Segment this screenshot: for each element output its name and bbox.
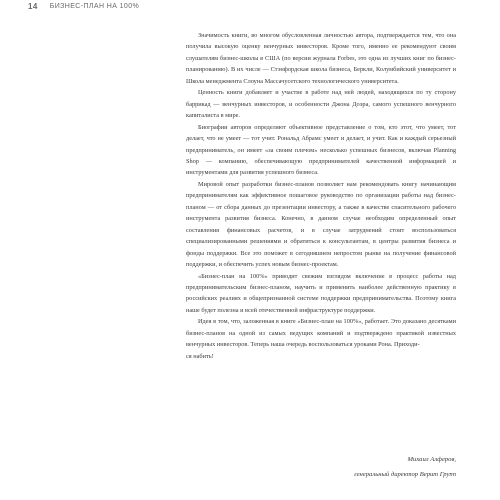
paragraph: «Бизнес-план на 100%» приводит свежим взглядом включение в процесс работы над предпринимательским бизнес-планом, научить и применить наиболее действенную практику в российских реалиях и общепризнанной системе поддержки предпринимательства. Поэтому книга наше будет полезна и всей отечественной инфраструктуре поддержки.: [186, 272, 456, 314]
signature-name: Михаил Алферов,: [407, 456, 456, 463]
paragraph: ся набить!: [186, 352, 214, 360]
running-header: [28, 0, 139, 12]
signature-block: [186, 452, 456, 482]
running-title: БИЗНЕС-ПЛАН НА 100%: [49, 2, 140, 10]
paragraph: Значимость книги, во многом обусловленная личностью автора, подтверждается тем, что она получила высокую оценку венчурных инвесторов. Кроме того, именно ее рекомендуют своим слушателям бизнес-школы в США (по версии журнала Forbes, это одна из лучших книг по бизнес-планированию). В их числе — Стэнфордская школа бизнеса, Беркли, Колумбийский университет и Школа менеджмента Слоуна Массачусетского технологического университета.: [186, 32, 456, 85]
page-number: 14: [28, 1, 38, 11]
paragraph: Идея в том, что, заложенная в книге «Бизнес-план на 100%», работает. Это доказано десятками бизнес-планов на одной из самых ведущих компаний и подтверждено практикой известных венчурных инвесторов. Теперь наша очередь воспользоваться уроками Рона. Приходи-: [186, 318, 456, 349]
signature-title: генеральный директор Верит Групп: [354, 471, 456, 478]
paragraph: Мировой опыт разработки бизнес-планов позволяет нам рекомендовать книгу начинающим предпринимателям как эффективное пошаговое руководство по организации работы над бизнес-планом — от сбора данных до презентации инвестору, а также в качестве спасительного рабочего инструмента развития бизнеса. Конечно, в данном случае необходим определенный опыт составления финансовых расчетов, и в случае затруднений стоит воспользоваться специализированными решениями и обратиться к консультантам, в центры развития бизнеса и фонды поддержки. Все это поможет в сегодняшнем непростом рынке на получение финансовой поддержки, и обеспечить успех новым бизнес-проектам.: [186, 180, 456, 269]
body-text: [186, 30, 456, 362]
paragraph: Биографии авторов определяют объективное представление о том, кто этот, что умеет, тот делает, что не умеет — тот учит. Рональд Абрамс умеет и делает, и учит. Как и каждый серьезный предприниматель, он имеет «за своим плечом» несколько успешных бизнесов, включая Planning Shop — компанию, обеспечивающую предпринимателей качественной информацией и инструментами для развития успешного бизнеса.: [186, 123, 456, 177]
paragraph: Ценность книги добавляет и участие в работе над ней людей, находящихся по ту сторону баррикад — венчурных инвесторов, и особенности Джона Доэра, самого успешного венчурного капиталиста в мире.: [186, 89, 456, 120]
